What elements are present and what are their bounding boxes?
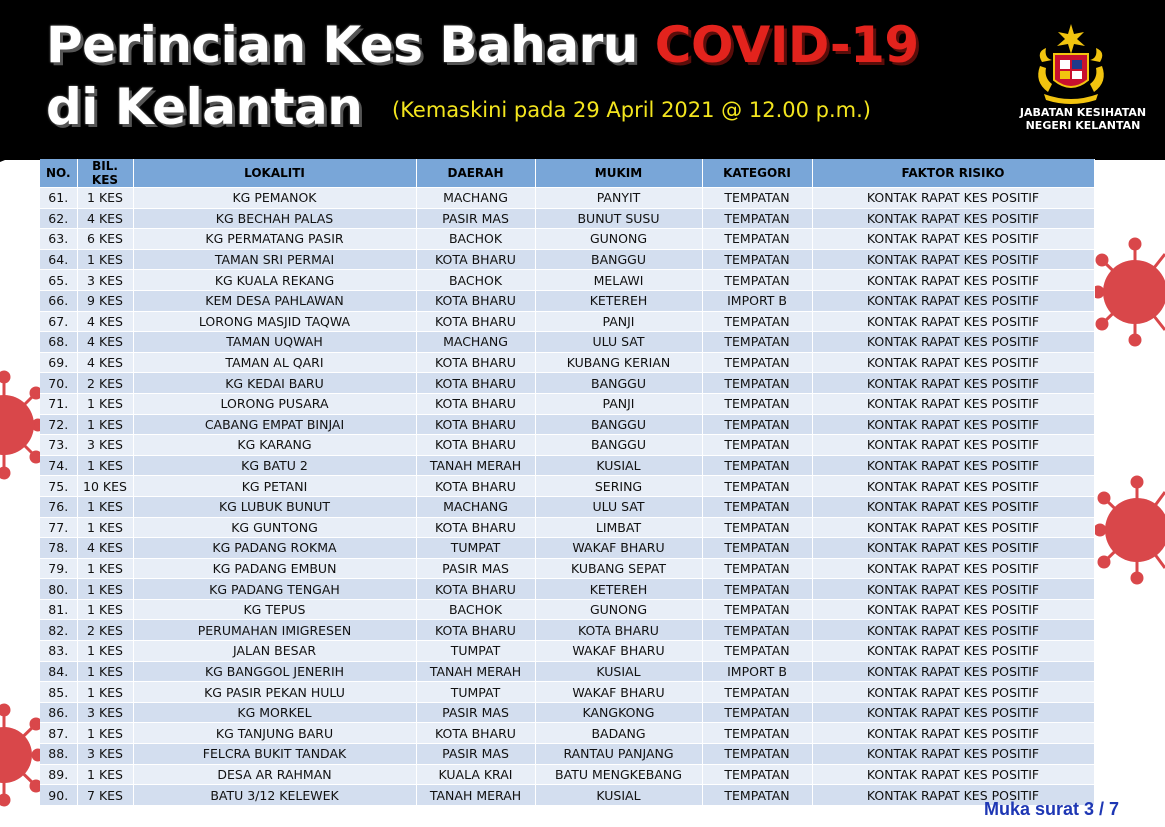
col-lokaliti-cell: KG PEMANOK [133,188,416,209]
col-lokaliti-cell: TAMAN SRI PERMAI [133,249,416,270]
col-bil-kes-cell: 1 KES [77,641,133,662]
col-mukim-cell: BANGGU [535,435,702,456]
col-faktor-risiko-cell: KONTAK RAPAT KES POSITIF [812,558,1094,579]
col-lokaliti-cell: KG PETANI [133,476,416,497]
col-kategori-cell: TEMPATAN [702,620,812,641]
col-kategori-cell: TEMPATAN [702,249,812,270]
col-faktor-risiko-cell: KONTAK RAPAT KES POSITIF [812,641,1094,662]
col-no-cell: 74. [40,455,77,476]
col-bil-kes-cell: 4 KES [77,311,133,332]
col-daerah-cell: PASIR MAS [416,558,535,579]
col-faktor-risiko-cell: KONTAK RAPAT KES POSITIF [812,579,1094,600]
col-kategori-cell: TEMPATAN [702,188,812,209]
col-faktor-risiko-cell: KONTAK RAPAT KES POSITIF [812,517,1094,538]
table-row [40,311,1094,332]
col-daerah-cell: KOTA BHARU [416,249,535,270]
covid-19-highlight: COVID-19 [654,16,919,74]
col-mukim-cell: WAKAF BHARU [535,538,702,559]
col-mukim-cell: KETEREH [535,290,702,311]
col-faktor-risiko-cell: KONTAK RAPAT KES POSITIF [812,661,1094,682]
col-kategori-cell: TEMPATAN [702,476,812,497]
col-kategori-header: KATEGORI [702,159,812,188]
col-mukim-cell: ULU SAT [535,496,702,517]
col-bil-kes-cell: 1 KES [77,188,133,209]
col-daerah-cell: KOTA BHARU [416,517,535,538]
table-row [40,764,1094,785]
malaysia-coat-of-arms-icon [1030,22,1112,106]
col-bil-kes-cell: 1 KES [77,249,133,270]
col-kategori-cell: TEMPATAN [702,785,812,805]
col-kategori-cell: TEMPATAN [702,764,812,785]
col-bil-kes-cell: 3 KES [77,270,133,291]
col-mukim-cell: ULU SAT [535,332,702,353]
col-mukim-cell: RANTAU PANJANG [535,744,702,765]
col-mukim-cell: PANJI [535,393,702,414]
col-mukim-cell: KUSIAL [535,785,702,805]
col-kategori-cell: TEMPATAN [702,744,812,765]
col-no-cell: 67. [40,311,77,332]
department-name [1008,106,1158,132]
col-no-cell: 87. [40,723,77,744]
col-no-cell: 79. [40,558,77,579]
table-row [40,641,1094,662]
col-kategori-cell: TEMPATAN [702,558,812,579]
col-bil-kes-cell: 1 KES [77,579,133,600]
col-kategori-cell: TEMPATAN [702,641,812,662]
table-row [40,332,1094,353]
col-no-cell: 72. [40,414,77,435]
col-no-cell: 84. [40,661,77,682]
col-mukim-cell: KANGKONG [535,702,702,723]
col-faktor-risiko-cell: KONTAK RAPAT KES POSITIF [812,785,1094,805]
col-lokaliti-cell: JALAN BESAR [133,641,416,662]
col-kategori-cell: TEMPATAN [702,538,812,559]
table-row [40,435,1094,456]
col-bil-kes-cell: 4 KES [77,352,133,373]
col-daerah-cell: TANAH MERAH [416,785,535,805]
col-daerah-cell: KOTA BHARU [416,435,535,456]
col-bil-kes-cell: 1 KES [77,558,133,579]
col-no-cell: 89. [40,764,77,785]
page-title-line-1: Perincian Kes Baharu COVID-19 [46,16,919,74]
col-lokaliti-header: LOKALITI [133,159,416,188]
col-lokaliti-cell: KEM DESA PAHLAWAN [133,290,416,311]
col-daerah-cell: KOTA BHARU [416,352,535,373]
col-bil-kes-cell: 3 KES [77,435,133,456]
col-daerah-cell: TANAH MERAH [416,661,535,682]
col-bil-kes-cell: 2 KES [77,620,133,641]
col-no-cell: 78. [40,538,77,559]
col-no-cell: 83. [40,641,77,662]
table-row [40,373,1094,394]
col-lokaliti-cell: KG BANGGOL JENERIH [133,661,416,682]
case-table-container [40,159,1094,805]
col-lokaliti-cell: KG LUBUK BUNUT [133,496,416,517]
col-daerah-cell: KOTA BHARU [416,723,535,744]
col-kategori-cell: TEMPATAN [702,414,812,435]
col-no-cell: 75. [40,476,77,497]
col-kategori-cell: TEMPATAN [702,311,812,332]
col-lokaliti-cell: KG MORKEL [133,702,416,723]
update-timestamp: (Kemaskini pada 29 April 2021 @ 12.00 p.m.) [392,98,871,122]
col-mukim-cell: PANJI [535,311,702,332]
col-lokaliti-cell: KG PASIR PEKAN HULU [133,682,416,703]
col-daerah-cell: BACHOK [416,270,535,291]
table-row [40,208,1094,229]
department-name-line-1: JABATAN KESIHATAN [1019,106,1147,119]
col-daerah-cell: KUALA KRAI [416,764,535,785]
col-bil-kes-cell: 4 KES [77,208,133,229]
col-faktor-risiko-cell: KONTAK RAPAT KES POSITIF [812,682,1094,703]
virus-icon [1092,470,1165,590]
col-daerah-cell: PASIR MAS [416,208,535,229]
col-kategori-cell: TEMPATAN [702,723,812,744]
col-bil-kes-cell: 1 KES [77,682,133,703]
col-daerah-cell: KOTA BHARU [416,290,535,311]
col-kategori-cell: TEMPATAN [702,435,812,456]
col-daerah-cell: MACHANG [416,496,535,517]
col-no-cell: 63. [40,229,77,250]
col-mukim-cell: WAKAF BHARU [535,641,702,662]
col-no-cell: 77. [40,517,77,538]
table-row [40,558,1094,579]
table-row [40,476,1094,497]
table-header-row [40,159,1094,188]
col-faktor-risiko-cell: KONTAK RAPAT KES POSITIF [812,311,1094,332]
col-kategori-cell: IMPORT B [702,661,812,682]
table-row [40,661,1094,682]
table-row [40,496,1094,517]
col-bil-kes-cell: 6 KES [77,229,133,250]
col-faktor-risiko-cell: KONTAK RAPAT KES POSITIF [812,435,1094,456]
col-faktor-risiko-cell: KONTAK RAPAT KES POSITIF [812,744,1094,765]
col-no-cell: 65. [40,270,77,291]
col-faktor-risiko-cell: KONTAK RAPAT KES POSITIF [812,270,1094,291]
col-lokaliti-cell: KG PADANG EMBUN [133,558,416,579]
col-bil-kes-cell: 1 KES [77,764,133,785]
col-faktor-risiko-cell: KONTAK RAPAT KES POSITIF [812,723,1094,744]
col-bil-kes-cell: 1 KES [77,661,133,682]
table-row [40,188,1094,209]
col-lokaliti-cell: PERUMAHAN IMIGRESEN [133,620,416,641]
col-faktor-risiko-cell: KONTAK RAPAT KES POSITIF [812,332,1094,353]
col-bil-kes-cell: 1 KES [77,599,133,620]
col-mukim-cell: KUBANG KERIAN [535,352,702,373]
col-mukim-header: MUKIM [535,159,702,188]
col-lokaliti-cell: LORONG MASJID TAQWA [133,311,416,332]
col-faktor-risiko-cell: KONTAK RAPAT KES POSITIF [812,599,1094,620]
col-bil-kes-cell: 1 KES [77,455,133,476]
virus-icon [0,700,42,810]
col-faktor-risiko-cell: KONTAK RAPAT KES POSITIF [812,229,1094,250]
col-bil-kes-cell: 9 KES [77,290,133,311]
col-bil-kes-cell: 7 KES [77,785,133,805]
table-row [40,352,1094,373]
col-daerah-cell: KOTA BHARU [416,311,535,332]
table-body [40,188,1094,805]
virus-icon [1090,232,1165,352]
col-faktor-risiko-cell: KONTAK RAPAT KES POSITIF [812,290,1094,311]
col-mukim-cell: BATU MENGKEBANG [535,764,702,785]
col-kategori-cell: TEMPATAN [702,496,812,517]
col-no-cell: 90. [40,785,77,805]
table-row [40,414,1094,435]
col-lokaliti-cell: CABANG EMPAT BINJAI [133,414,416,435]
col-bil-kes-header: BIL. KES [77,159,133,188]
col-kategori-cell: TEMPATAN [702,332,812,353]
col-kategori-cell: TEMPATAN [702,229,812,250]
col-kategori-cell: TEMPATAN [702,579,812,600]
col-lokaliti-cell: BATU 3/12 KELEWEK [133,785,416,805]
col-daerah-cell: KOTA BHARU [416,393,535,414]
col-mukim-cell: BADANG [535,723,702,744]
col-lokaliti-cell: LORONG PUSARA [133,393,416,414]
col-daerah-cell: BACHOK [416,229,535,250]
col-bil-kes-cell: 4 KES [77,538,133,559]
case-table [40,159,1095,805]
col-lokaliti-cell: KG TEPUS [133,599,416,620]
col-faktor-risiko-cell: KONTAK RAPAT KES POSITIF [812,764,1094,785]
table-row [40,270,1094,291]
col-faktor-risiko-cell: KONTAK RAPAT KES POSITIF [812,702,1094,723]
col-kategori-cell: TEMPATAN [702,373,812,394]
table-row [40,517,1094,538]
col-daerah-cell: KOTA BHARU [416,476,535,497]
col-no-cell: 69. [40,352,77,373]
col-mukim-cell: KOTA BHARU [535,620,702,641]
col-faktor-risiko-cell: KONTAK RAPAT KES POSITIF [812,496,1094,517]
col-faktor-risiko-cell: KONTAK RAPAT KES POSITIF [812,393,1094,414]
col-no-cell: 73. [40,435,77,456]
table-row [40,290,1094,311]
col-mukim-cell: KETEREH [535,579,702,600]
table-row [40,744,1094,765]
table-row [40,229,1094,250]
col-daerah-cell: KOTA BHARU [416,373,535,394]
col-kategori-cell: TEMPATAN [702,702,812,723]
col-lokaliti-cell: KG PERMATANG PASIR [133,229,416,250]
col-lokaliti-cell: KG KEDAI BARU [133,373,416,394]
col-daerah-cell: MACHANG [416,332,535,353]
table-row [40,702,1094,723]
col-faktor-risiko-cell: KONTAK RAPAT KES POSITIF [812,249,1094,270]
col-daerah-cell: MACHANG [416,188,535,209]
col-mukim-cell: KUBANG SEPAT [535,558,702,579]
col-no-cell: 81. [40,599,77,620]
col-lokaliti-cell: FELCRA BUKIT TANDAK [133,744,416,765]
col-faktor-risiko-cell: KONTAK RAPAT KES POSITIF [812,352,1094,373]
col-daerah-cell: KOTA BHARU [416,579,535,600]
table-row [40,599,1094,620]
col-mukim-cell: PANYIT [535,188,702,209]
col-daerah-cell: PASIR MAS [416,702,535,723]
col-bil-kes-cell: 10 KES [77,476,133,497]
col-kategori-cell: TEMPATAN [702,393,812,414]
col-no-cell: 68. [40,332,77,353]
col-daerah-cell: KOTA BHARU [416,620,535,641]
col-no-cell: 85. [40,682,77,703]
col-lokaliti-cell: KG PADANG ROKMA [133,538,416,559]
col-mukim-cell: MELAWI [535,270,702,291]
table-row [40,620,1094,641]
col-no-cell: 70. [40,373,77,394]
col-no-cell: 76. [40,496,77,517]
col-daerah-cell: KOTA BHARU [416,414,535,435]
col-mukim-cell: KUSIAL [535,661,702,682]
col-faktor-risiko-cell: KONTAK RAPAT KES POSITIF [812,373,1094,394]
col-kategori-cell: TEMPATAN [702,352,812,373]
col-no-cell: 71. [40,393,77,414]
col-bil-kes-cell: 4 KES [77,332,133,353]
col-no-cell: 80. [40,579,77,600]
col-bil-kes-cell: 1 KES [77,393,133,414]
col-mukim-cell: BUNUT SUSU [535,208,702,229]
col-lokaliti-cell: KG BATU 2 [133,455,416,476]
col-bil-kes-cell: 1 KES [77,414,133,435]
col-no-cell: 64. [40,249,77,270]
col-faktor-risiko-cell: KONTAK RAPAT KES POSITIF [812,188,1094,209]
col-faktor-risiko-header: FAKTOR RISIKO [812,159,1094,188]
col-daerah-header: DAERAH [416,159,535,188]
col-faktor-risiko-cell: KONTAK RAPAT KES POSITIF [812,208,1094,229]
col-mukim-cell: BANGGU [535,414,702,435]
col-mukim-cell: GUNONG [535,229,702,250]
virus-icon [0,365,42,485]
col-mukim-cell: WAKAF BHARU [535,682,702,703]
col-bil-kes-cell: 3 KES [77,744,133,765]
col-daerah-cell: TANAH MERAH [416,455,535,476]
table-row [40,538,1094,559]
col-mukim-cell: LIMBAT [535,517,702,538]
col-lokaliti-cell: KG KUALA REKANG [133,270,416,291]
col-faktor-risiko-cell: KONTAK RAPAT KES POSITIF [812,538,1094,559]
table-row [40,785,1094,805]
col-lokaliti-cell: KG GUNTONG [133,517,416,538]
col-daerah-cell: PASIR MAS [416,744,535,765]
col-bil-kes-cell: 3 KES [77,702,133,723]
col-lokaliti-cell: DESA AR RAHMAN [133,764,416,785]
col-kategori-cell: TEMPATAN [702,682,812,703]
col-bil-kes-cell: 1 KES [77,496,133,517]
table-row [40,579,1094,600]
col-daerah-cell: BACHOK [416,599,535,620]
col-lokaliti-cell: TAMAN AL QARI [133,352,416,373]
col-lokaliti-cell: KG PADANG TENGAH [133,579,416,600]
col-lokaliti-cell: KG TANJUNG BARU [133,723,416,744]
col-mukim-cell: GUNONG [535,599,702,620]
table-row [40,249,1094,270]
table-row [40,723,1094,744]
table-row [40,682,1094,703]
col-daerah-cell: TUMPAT [416,641,535,662]
table-row [40,455,1094,476]
col-no-header: NO. [40,159,77,188]
col-no-cell: 86. [40,702,77,723]
col-kategori-cell: TEMPATAN [702,208,812,229]
col-mukim-cell: BANGGU [535,373,702,394]
col-lokaliti-cell: KG BECHAH PALAS [133,208,416,229]
col-kategori-cell: IMPORT B [702,290,812,311]
col-mukim-cell: KUSIAL [535,455,702,476]
col-no-cell: 66. [40,290,77,311]
col-faktor-risiko-cell: KONTAK RAPAT KES POSITIF [812,414,1094,435]
col-kategori-cell: TEMPATAN [702,517,812,538]
col-no-cell: 88. [40,744,77,765]
col-kategori-cell: TEMPATAN [702,599,812,620]
col-daerah-cell: TUMPAT [416,538,535,559]
col-kategori-cell: TEMPATAN [702,455,812,476]
col-no-cell: 82. [40,620,77,641]
col-no-cell: 62. [40,208,77,229]
table-row [40,393,1094,414]
department-name-line-2: NEGERI KELANTAN [1025,119,1141,132]
col-faktor-risiko-cell: KONTAK RAPAT KES POSITIF [812,620,1094,641]
col-daerah-cell: TUMPAT [416,682,535,703]
col-faktor-risiko-cell: KONTAK RAPAT KES POSITIF [812,476,1094,497]
col-bil-kes-cell: 2 KES [77,373,133,394]
col-mukim-cell: BANGGU [535,249,702,270]
col-mukim-cell: SERING [535,476,702,497]
col-kategori-cell: TEMPATAN [702,270,812,291]
col-bil-kes-cell: 1 KES [77,723,133,744]
col-faktor-risiko-cell: KONTAK RAPAT KES POSITIF [812,455,1094,476]
col-lokaliti-cell: TAMAN UQWAH [133,332,416,353]
col-bil-kes-cell: 1 KES [77,517,133,538]
page-number: Muka surat 3 / 7 [984,799,1120,819]
page-title-line-2: di Kelantan [46,78,363,136]
col-lokaliti-cell: KG KARANG [133,435,416,456]
col-no-cell: 61. [40,188,77,209]
